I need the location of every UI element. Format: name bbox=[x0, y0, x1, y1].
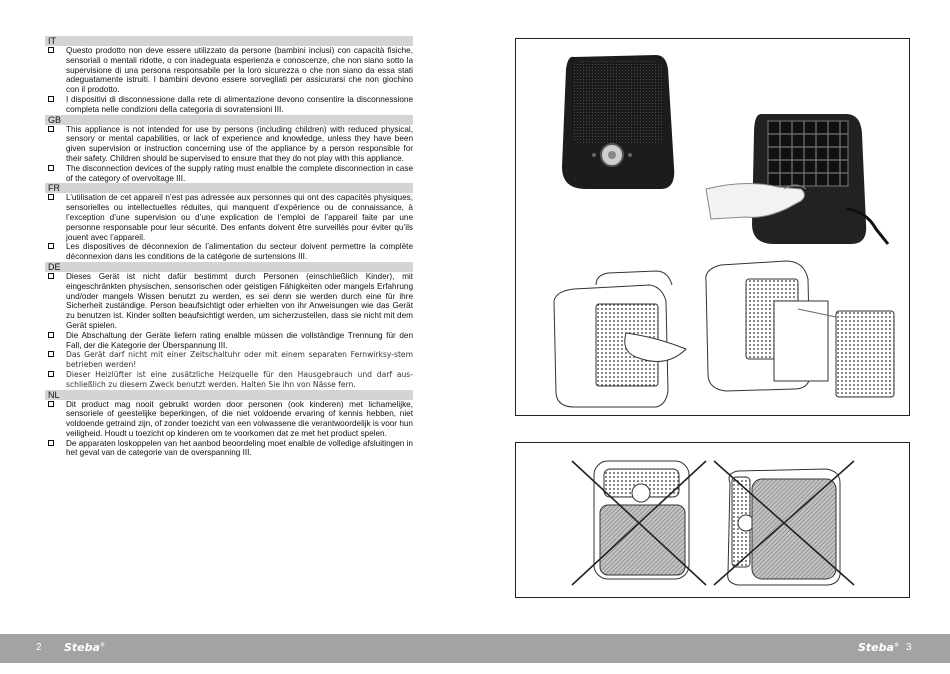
section-code: GB bbox=[45, 115, 413, 125]
heater-covered-side-drawing bbox=[714, 461, 854, 585]
list-item: Die Abschaltung der Geräte liefern rating enalble müssen die vollständige Trennung für den Fall, der die Kategorie der Überspannung III. bbox=[45, 331, 413, 351]
do-not-cover-illustration bbox=[516, 443, 908, 596]
checkbox-icon bbox=[48, 126, 54, 132]
heater-covered-front-drawing bbox=[572, 461, 706, 585]
brand-logo-left: Steba® bbox=[64, 641, 105, 654]
checkbox-icon bbox=[48, 243, 54, 249]
page-number-right: 3 bbox=[906, 642, 912, 653]
list-item: L’utilisation de cet appareil n’est pas adressée aux personnes qui ont des capacités physiques, sensorielles ou intellectuelles réduites, qui manquent d’expérience ou de connaissance, à l’exception d’une supervision ou d’une explication de l’emploi de l’appareil faite par une personne responsable pour leur sécurité. Des enfants doivent être surveillés pour éviter qu’ils jouent avec l’appareil. bbox=[45, 193, 413, 242]
checkbox-icon bbox=[48, 371, 54, 377]
list-item: I dispositivi di disconnessione dalla rete di alimentazione devono consentire la disconnessione completa nelle condizioni della categoria di sovratensioni III. bbox=[45, 95, 413, 115]
section-code: IT bbox=[45, 36, 413, 46]
checkbox-icon bbox=[48, 165, 54, 171]
page-number-left: 2 bbox=[36, 642, 42, 653]
page-footer bbox=[0, 634, 950, 663]
section-code: FR bbox=[45, 183, 413, 193]
section-code: DE bbox=[45, 262, 413, 272]
section-code: NL bbox=[45, 390, 413, 400]
checkbox-icon bbox=[48, 332, 54, 338]
heater-back-photo bbox=[706, 114, 888, 244]
section-gb bbox=[45, 115, 413, 184]
checkbox-icon bbox=[48, 440, 54, 446]
list-item: Les dispositives de déconnexion de l’alimentation du secteur doivent permettre la complète déconnexion dans les conditions de la catégorie de surtensions III. bbox=[45, 242, 413, 262]
section-nl bbox=[45, 390, 413, 459]
section-it bbox=[45, 36, 413, 115]
illustration-panel-top bbox=[515, 38, 910, 416]
list-item: This appliance is not intended for use by persons (including children) with reduced physical, sensory or mental capabilities, or lack of experience and knowledge, unless they have been given supervision or instruction concerning use of the appliance by a person responsible for their safety. Children should be supervised to ensure that they do not play with this appliance. bbox=[45, 125, 413, 164]
list-item: Questo prodotto non deve essere utilizzato da persone (bambini inclusi) con capacità fisiche, sensoriali o mentali ridotte, o con inadeguata esperienza e conoscenze, che non siano sotto la supervisione di una persona responsabile per la loro sicurezza o che non siano da essa stati adeguatamente istruiti. I bambini devono essere sorvegliati per assicurarsi che non giochino con il prodotto. bbox=[45, 46, 413, 95]
filter-removal-drawing-1 bbox=[554, 271, 686, 407]
instructions-column bbox=[45, 36, 413, 458]
heater-illustration bbox=[516, 39, 908, 414]
checkbox-icon bbox=[48, 273, 54, 279]
checkbox-icon bbox=[48, 351, 54, 357]
illustration-panel-bottom bbox=[515, 442, 910, 598]
filter-removal-drawing-2 bbox=[706, 261, 894, 397]
checkbox-icon bbox=[48, 96, 54, 102]
list-item: The disconnection devices of the supply rating must enalble the complete disconnection in case of the category of overvoltage III. bbox=[45, 164, 413, 184]
list-item: Das Gerät darf nicht mit einer Zeitschaltuhr oder mit einem separaten Fernwirksy-stem betrieben werden! bbox=[45, 350, 413, 370]
heater-front-photo bbox=[562, 55, 674, 189]
list-item: Dieses Gerät ist nicht dafür bestimmt durch Personen (einschließlich Kinder), mit eingeschränkten physischen, sensorischen oder geistigen Fähigkeiten oder mangels Erfahrung und/oder mangels Wissen benutzt zu werden, es sei denn sie werden durch eine für ihre Sicherheit zuständige. Person beaufsichtigt oder erhielten von ihr Anweisungen wie das Gerät zu benutzen ist. Kinder sollten beaufsichtigt werden, um sicherzustellen, dass sie nicht mit dem Gerät spielen. bbox=[45, 272, 413, 331]
brand-logo-right: Steba® bbox=[858, 641, 899, 654]
checkbox-icon bbox=[48, 194, 54, 200]
section-fr bbox=[45, 183, 413, 262]
section-de bbox=[45, 262, 413, 390]
list-item: Dieser Heizlüfter ist eine zusätzliche Heizquelle für den Hausgebrauch und darf aus-schließlich zu diesem Zweck benutzt werden. Halten Sie ihn von Nässe fern. bbox=[45, 370, 413, 390]
checkbox-icon bbox=[48, 47, 54, 53]
checkbox-icon bbox=[48, 401, 54, 407]
list-item: De apparaten loskoppelen van het aanbod beoordeling moet enalble de volledige afsluitingen in het geval van de categorie van de overspanning III. bbox=[45, 439, 413, 459]
list-item: Dit product mag nooit gebruikt worden door personen (ook kinderen) met lichamelijke, sensoriele of geestelijke beperkingen, of die niet voldoende ervaring of kennis hebben, niet voldoende getraind zijn, of zonder toezicht van een volwassene die verantwoordelijk is voor hun veiligheid. Houdt u toezicht op kinderen om te voorkomen dat ze met het product spelen. bbox=[45, 400, 413, 439]
